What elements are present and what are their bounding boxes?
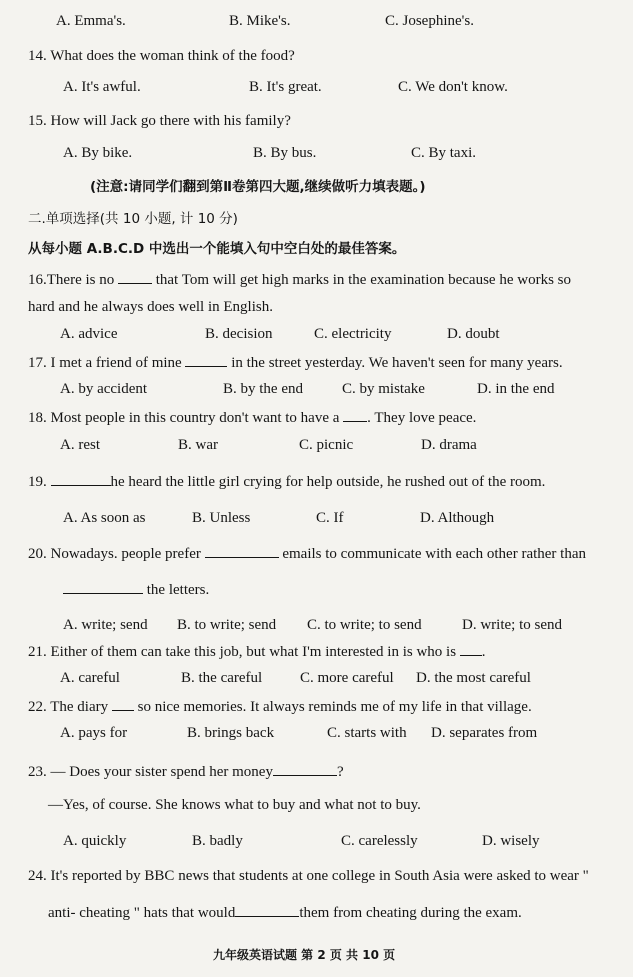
- q20-option-c: C. to write; to send: [307, 617, 422, 633]
- q19-stem: [28, 472, 545, 491]
- q19-option-a: A. As soon as: [63, 510, 146, 526]
- q21-blank: [460, 642, 482, 656]
- q18-stem-start: 18. Most people in this country don't want to have a: [28, 410, 340, 426]
- q22-option-d: D. separates from: [431, 725, 538, 741]
- q19-option-c: C. If: [316, 510, 344, 526]
- q19-stem-end: he heard the little girl crying for help outside, he rushed out of the room.: [110, 474, 546, 490]
- q20-option-d: D. write; to send: [462, 617, 562, 633]
- q22-stem: [28, 697, 532, 716]
- q17-stem-end: in the street yesterday. We haven't seen for many years.: [231, 355, 563, 371]
- q14-option-a: A. It's awful.: [63, 79, 141, 95]
- q22-option-b: B. brings back: [187, 725, 275, 741]
- q13-option-a: A. Emma's.: [56, 13, 126, 29]
- q22-option-c: C. starts with: [327, 725, 407, 741]
- q19-option-b: B. Unless: [192, 510, 251, 526]
- q16-stem-end: that Tom will get high marks in the examination because he works so: [155, 272, 571, 288]
- q23-option-a: A. quickly: [63, 833, 127, 849]
- q17-stem: [28, 353, 563, 372]
- q16-option-b: B. decision: [205, 326, 273, 342]
- q23-stem-start: 23. — Does your sister spend her money: [28, 764, 273, 780]
- q20-blank-1: [205, 544, 279, 558]
- q23-option-c: C. carelessly: [341, 833, 418, 849]
- q24-stem-end: them from cheating during the exam.: [299, 905, 522, 921]
- q14-option-c: C. We don't know.: [398, 79, 508, 95]
- q17-stem-start: 17. I met a friend of mine: [28, 355, 182, 371]
- q15-option-b: B. By bus.: [253, 145, 317, 161]
- q23-stem-end: ?: [336, 764, 344, 780]
- q16-stem-line2: hard and he always does well in English.: [28, 299, 273, 315]
- turn-page-note: (注意:请同学们翻到第Ⅱ卷第四大题,继续做听力填表题。): [90, 179, 426, 195]
- q24-stem-line1: 24. It's reported by BBC news that students at one college in South Asia were asked to wear ": [28, 868, 589, 884]
- q22-option-a: A. pays for: [60, 725, 128, 741]
- q18-option-b: B. war: [178, 437, 218, 453]
- q17-option-b: B. by the end: [223, 381, 303, 397]
- q19-blank: [51, 472, 111, 486]
- q24-stem-line2: [48, 903, 522, 922]
- q23-reply: —Yes, of course. She knows what to buy and what not to buy.: [48, 797, 421, 813]
- page-footer: 九年级英语试题 第 2 页 共 10 页: [213, 948, 396, 962]
- q14-option-b: B. It's great.: [249, 79, 322, 95]
- q18-stem: [28, 408, 476, 427]
- q20-stem-line2: [63, 580, 209, 599]
- q21-option-b: B. the careful: [181, 670, 263, 686]
- q24-blank: [235, 903, 299, 917]
- q20-stem-line1: [28, 544, 586, 563]
- q18-stem-end: . They love peace.: [367, 410, 477, 426]
- q19-stem-start: 19.: [28, 474, 47, 490]
- q14-question: 14. What does the woman think of the food?: [28, 48, 295, 64]
- q21-stem: [28, 642, 486, 661]
- q21-option-d: D. the most careful: [416, 670, 531, 686]
- q20-stem-mid: emails to communicate with each other rather than: [282, 546, 586, 562]
- q16-stem-line1: [28, 270, 571, 289]
- q18-blank: [343, 408, 367, 422]
- q20-stem-end: the letters.: [146, 582, 210, 598]
- q18-option-d: D. drama: [421, 437, 477, 453]
- q15-option-c: C. By taxi.: [411, 145, 477, 161]
- q21-option-a: A. careful: [60, 670, 120, 686]
- q20-option-b: B. to write; send: [177, 617, 277, 633]
- q15-question: 15. How will Jack go there with his family?: [28, 113, 291, 129]
- q21-option-c: C. more careful: [300, 670, 394, 686]
- q20-blank-2: [63, 580, 143, 594]
- q23-blank: [273, 762, 337, 776]
- q17-option-d: D. in the end: [477, 381, 555, 397]
- q16-option-c: C. electricity: [314, 326, 392, 342]
- q17-option-a: A. by accident: [60, 381, 148, 397]
- q13-option-b: B. Mike's.: [229, 13, 291, 29]
- q21-stem-start: 21. Either of them can take this job, but what I'm interested in is who is: [28, 644, 457, 660]
- q23-option-b: B. badly: [192, 833, 243, 849]
- section-title: 二.单项选择(共 10 小题, 计 10 分): [28, 211, 238, 227]
- q16-option-d: D. doubt: [447, 326, 500, 342]
- q17-option-c: C. by mistake: [342, 381, 425, 397]
- q22-blank: [112, 697, 134, 711]
- q20-stem-start: 20. Nowadays. people prefer: [28, 546, 201, 562]
- section-instruction: 从每小题 A.B.C.D 中选出一个能填入句中空白处的最佳答案。: [28, 241, 406, 257]
- q23-stem: [28, 762, 344, 781]
- q23-option-d: D. wisely: [482, 833, 540, 849]
- q24-stem-start: anti- cheating " hats that would: [48, 905, 236, 921]
- q16-stem-start: 16.There is no: [28, 272, 115, 288]
- q16-option-a: A. advice: [60, 326, 118, 342]
- q17-blank: [185, 353, 227, 367]
- q22-stem-end: so nice memories. It always reminds me of my life in that village.: [137, 699, 532, 715]
- q16-blank: [118, 270, 152, 284]
- q18-option-a: A. rest: [60, 437, 100, 453]
- q18-option-c: C. picnic: [299, 437, 354, 453]
- q15-option-a: A. By bike.: [63, 145, 133, 161]
- q21-stem-end: .: [481, 644, 486, 660]
- q19-option-d: D. Although: [420, 510, 495, 526]
- q22-stem-start: 22. The diary: [28, 699, 109, 715]
- q20-option-a: A. write; send: [63, 617, 148, 633]
- q13-option-c: C. Josephine's.: [385, 13, 474, 29]
